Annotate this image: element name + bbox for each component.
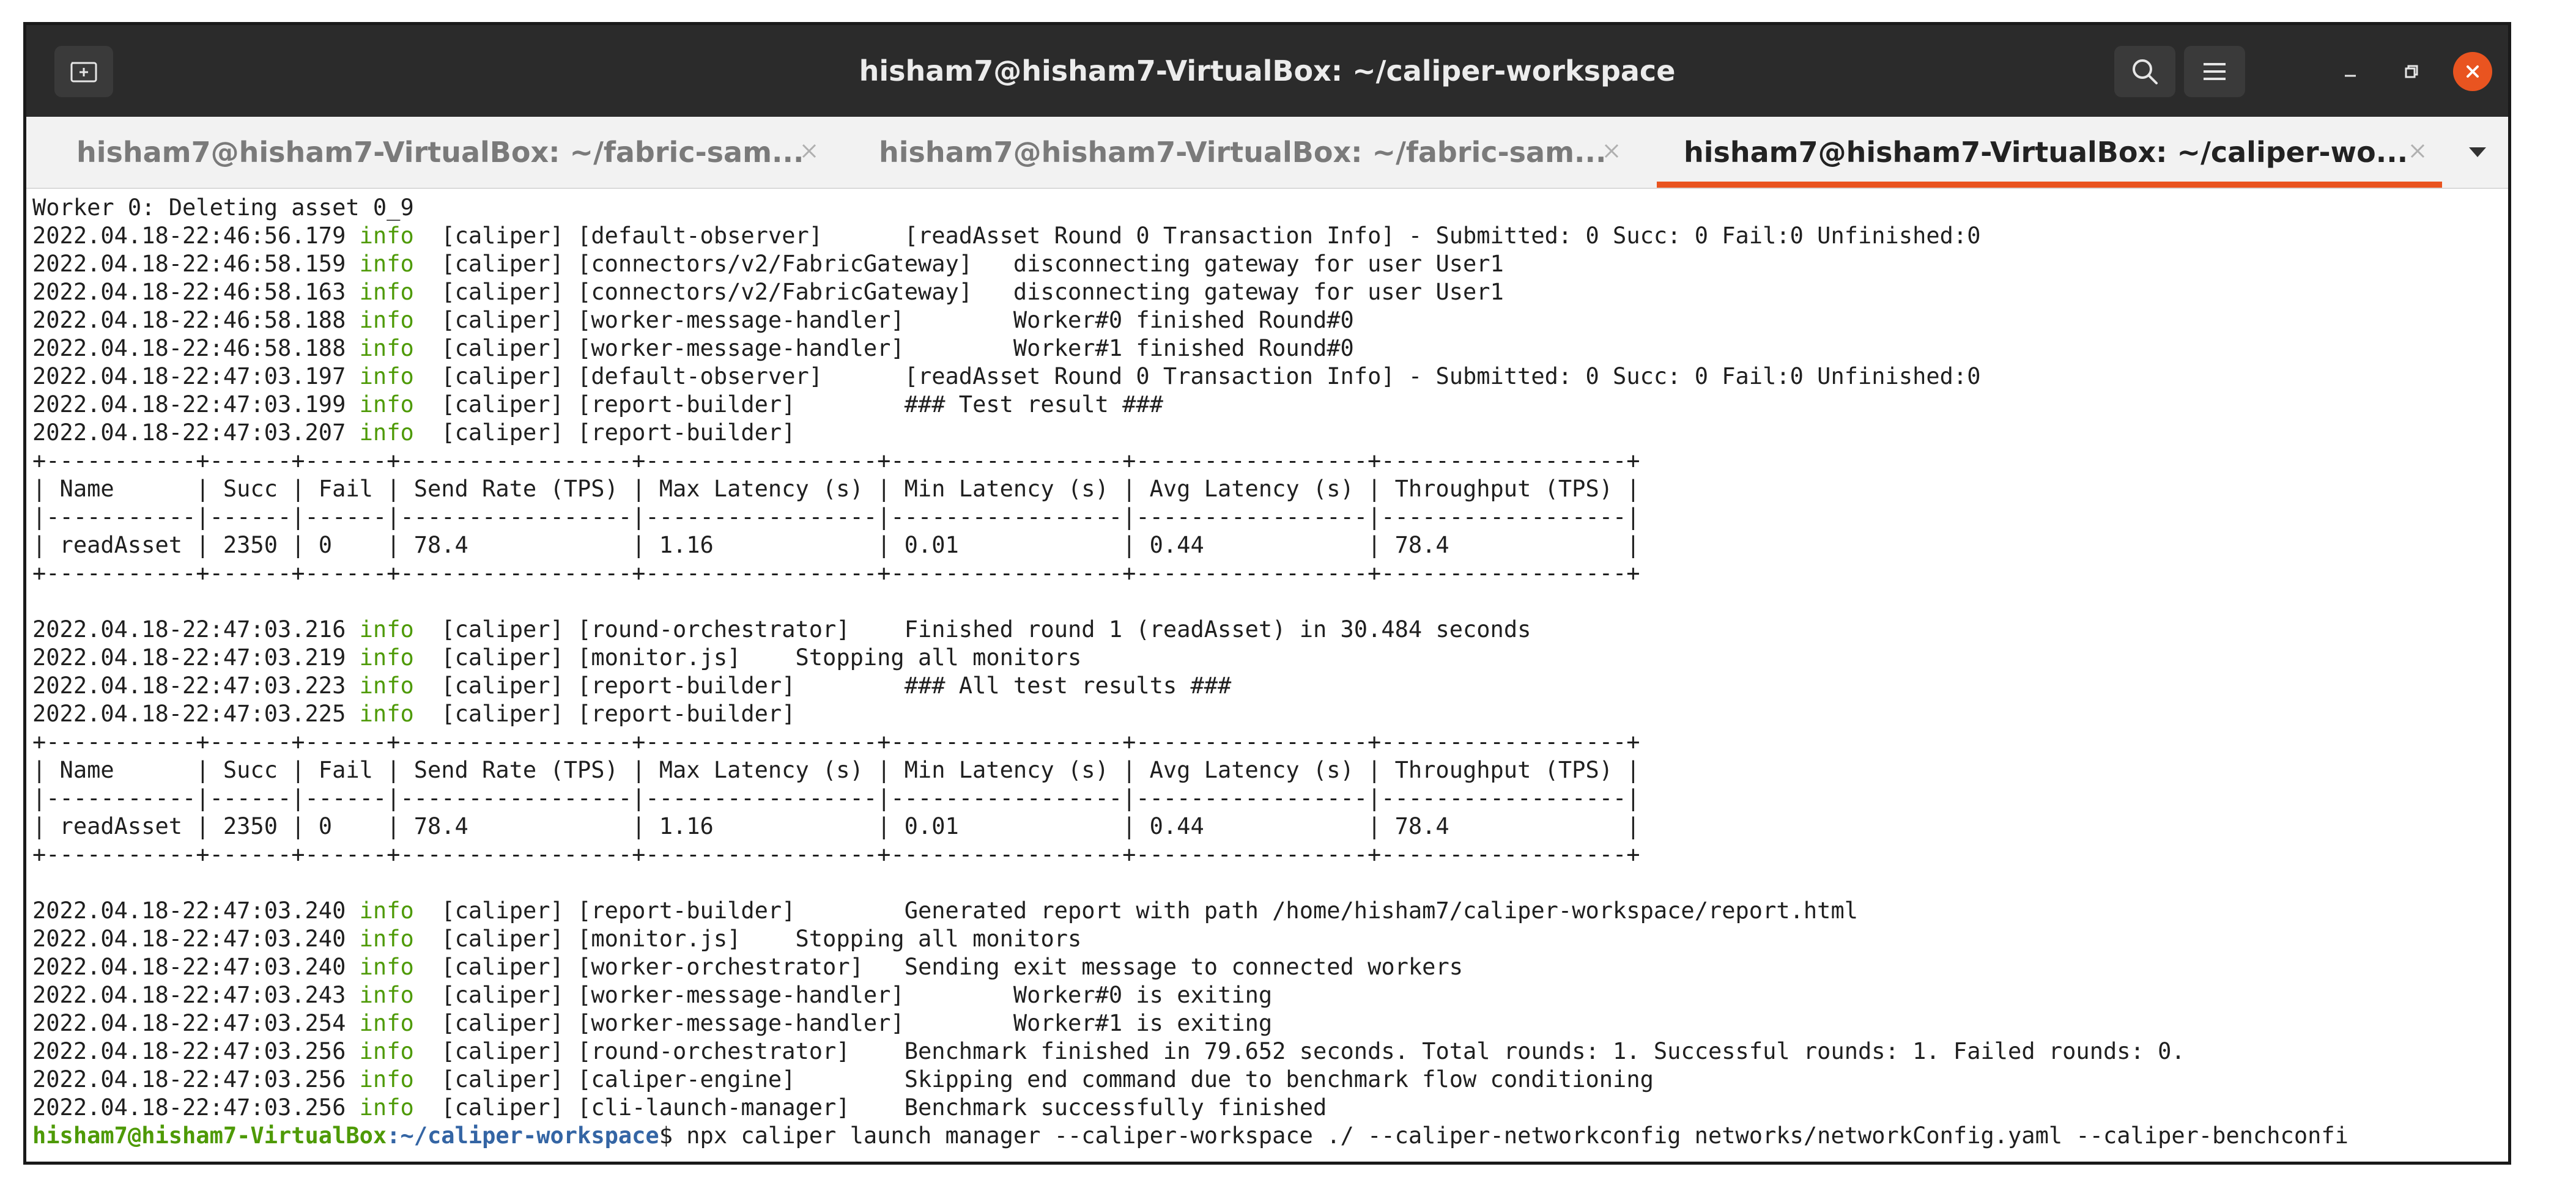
log-line xyxy=(32,616,1531,644)
log-level: info xyxy=(359,223,414,249)
log-message: [caliper] [report-builder] ### Test result ### xyxy=(441,391,1163,418)
log-timestamp: 2022.04.18-22:47:03.240 xyxy=(32,926,346,952)
log-timestamp: 2022.04.18-22:47:03.219 xyxy=(32,644,346,671)
terminal-line: Worker 0: Deleting asset 0_9 xyxy=(32,194,414,221)
log-line xyxy=(32,391,1163,419)
log-message: [caliper] [monitor.js] Stopping all monitors xyxy=(441,926,1082,952)
log-message: [caliper] [connectors/v2/FabricGateway] disconnecting gateway for user User1 xyxy=(441,251,1504,277)
log-timestamp: 2022.04.18-22:47:03.199 xyxy=(32,391,346,418)
table-border: +-----------+------+------+-----------------+-----------------+-----------------+-----------------+------------------+ xyxy=(32,560,1640,586)
log-level: info xyxy=(359,616,414,643)
log-message: [caliper] [worker-message-handler] Worker#1 finished Round#0 xyxy=(441,335,1354,361)
log-timestamp: 2022.04.18-22:47:03.223 xyxy=(32,673,346,699)
log-message: [caliper] [report-builder] xyxy=(441,419,796,446)
log-timestamp: 2022.04.18-22:46:58.188 xyxy=(32,335,346,361)
log-level: info xyxy=(359,363,414,389)
log-message: [caliper] [worker-orchestrator] Sending exit message to connected workers xyxy=(441,954,1464,980)
menu-button[interactable] xyxy=(2184,46,2245,97)
log-line xyxy=(32,897,1858,925)
log-line xyxy=(32,419,796,447)
table-header: | Name | Succ | Fail | Send Rate (TPS) | Max Latency (s) | Min Latency (s) | Avg Latency (s) | Throughput (TPS) | xyxy=(32,476,1640,502)
log-line xyxy=(32,250,1504,278)
log-message: [caliper] [round-orchestrator] Finished round 1 (readAsset) in 30.484 seconds xyxy=(441,616,1531,643)
restore-icon xyxy=(2402,62,2421,81)
prompt-user-host: hisham7@hisham7-VirtualBox xyxy=(32,1122,387,1149)
table-row: | readAsset | 2350 | 0 | 78.4 | 1.16 | 0.01 | 0.44 | 78.4 | xyxy=(32,532,1640,558)
log-level: info xyxy=(359,1038,414,1064)
log-level: info xyxy=(359,335,414,361)
log-level: info xyxy=(359,1094,414,1121)
active-tab-indicator xyxy=(1657,182,2442,188)
log-level: info xyxy=(359,307,414,333)
close-button[interactable] xyxy=(2453,52,2492,91)
log-timestamp: 2022.04.18-22:47:03.243 xyxy=(32,982,346,1008)
log-timestamp: 2022.04.18-22:46:58.159 xyxy=(32,251,346,277)
search-icon xyxy=(2130,57,2160,86)
prompt-path: :~/caliper-workspace xyxy=(387,1122,659,1149)
log-timestamp: 2022.04.18-22:47:03.240 xyxy=(32,954,346,980)
title-bar xyxy=(26,25,2508,117)
log-timestamp: 2022.04.18-22:46:58.188 xyxy=(32,307,346,333)
log-message: [caliper] [worker-message-handler] Worker#0 is exiting xyxy=(441,982,1273,1008)
log-line xyxy=(32,306,1354,334)
log-line xyxy=(32,953,1463,981)
log-message: [caliper] [connectors/v2/FabricGateway] disconnecting gateway for user User1 xyxy=(441,279,1504,305)
command-prompt[interactable] xyxy=(32,1122,2348,1150)
log-line xyxy=(32,278,1504,306)
tab-close-icon[interactable] xyxy=(2404,138,2431,164)
log-level: info xyxy=(359,644,414,671)
maximize-button[interactable] xyxy=(2392,52,2431,91)
log-line xyxy=(32,1009,1272,1037)
log-line xyxy=(32,672,1231,700)
log-timestamp: 2022.04.18-22:47:03.197 xyxy=(32,363,346,389)
log-level: info xyxy=(359,701,414,727)
tab-label: hisham7@hisham7-VirtualBox: ~/fabric-sam... xyxy=(879,136,1607,169)
tab-close-icon[interactable] xyxy=(1598,138,1625,164)
log-timestamp: 2022.04.18-22:47:03.256 xyxy=(32,1066,346,1093)
log-timestamp: 2022.04.18-22:46:58.163 xyxy=(32,279,346,305)
tab-label: hisham7@hisham7-VirtualBox: ~/caliper-wo... xyxy=(1684,136,2408,169)
log-timestamp: 2022.04.18-22:46:56.179 xyxy=(32,223,346,249)
log-level: info xyxy=(359,391,414,418)
log-message: [caliper] [monitor.js] Stopping all monitors xyxy=(441,644,1082,671)
log-message: [caliper] [report-builder] ### All test results ### xyxy=(441,673,1232,699)
log-level: info xyxy=(359,279,414,305)
log-timestamp: 2022.04.18-22:47:03.256 xyxy=(32,1094,346,1121)
log-line xyxy=(32,1094,1327,1122)
terminal-window xyxy=(23,22,2511,1165)
table-separator: |-----------|------|------|-----------------|-----------------|-----------------|-----------------|------------------| xyxy=(32,504,1640,530)
log-message: [caliper] [default-observer] [readAsset Round 0 Transaction Info] - Submitted: 0 Succ: 0 Fail:0 Unfinished:0 xyxy=(441,223,1981,249)
hamburger-menu-icon xyxy=(2202,61,2227,83)
tab-fabric-samples-2[interactable] xyxy=(879,117,1637,188)
log-line xyxy=(32,363,1981,391)
table-border: +-----------+------+------+-----------------+-----------------+-----------------+-----------------+------------------+ xyxy=(32,729,1640,755)
log-line xyxy=(32,644,1081,672)
window-title: hisham7@hisham7-VirtualBox: ~/caliper-workspace xyxy=(859,54,1676,87)
log-level: info xyxy=(359,954,414,980)
log-message: [caliper] [worker-message-handler] Worker#0 finished Round#0 xyxy=(441,307,1354,333)
tab-label: hisham7@hisham7-VirtualBox: ~/fabric-sam... xyxy=(76,136,804,169)
log-level: info xyxy=(359,926,414,952)
tab-list-button[interactable] xyxy=(2448,117,2507,188)
log-timestamp: 2022.04.18-22:47:03.225 xyxy=(32,701,346,727)
log-level: info xyxy=(359,897,414,924)
terminal-output[interactable] xyxy=(32,194,2508,1162)
log-line xyxy=(32,222,1981,250)
log-line xyxy=(32,925,1081,953)
table-border: +-----------+------+------+-----------------+-----------------+-----------------+-----------------+------------------+ xyxy=(32,841,1640,868)
log-level: info xyxy=(359,1010,414,1036)
prompt-command: $ npx caliper launch manager --caliper-workspace ./ --caliper-networkconfig networks/networkConfig.yaml --caliper-benchconfi xyxy=(659,1122,2348,1149)
log-level: info xyxy=(359,673,414,699)
log-timestamp: 2022.04.18-22:47:03.256 xyxy=(32,1038,346,1064)
log-timestamp: 2022.04.18-22:47:03.254 xyxy=(32,1010,346,1036)
log-level: info xyxy=(359,1066,414,1093)
tab-close-icon[interactable] xyxy=(796,138,823,164)
log-line xyxy=(32,1037,2185,1066)
log-line xyxy=(32,1066,1654,1094)
log-line xyxy=(32,334,1354,363)
log-message: [caliper] [default-observer] [readAsset Round 0 Transaction Info] - Submitted: 0 Succ: 0 Fail:0 Unfinished:0 xyxy=(441,363,1981,389)
close-icon xyxy=(2463,62,2482,81)
log-timestamp: 2022.04.18-22:47:03.216 xyxy=(32,616,346,643)
table-border: +-----------+------+------+-----------------+-----------------+-----------------+-----------------+------------------+ xyxy=(32,448,1640,474)
table-separator: |-----------|------|------|-----------------|-----------------|-----------------|-----------------|------------------| xyxy=(32,785,1640,811)
log-message: [caliper] [round-orchestrator] Benchmark finished in 79.652 seconds. Total rounds: 1. Successful rounds: 1. Failed rounds: 0. xyxy=(441,1038,2185,1064)
search-button[interactable] xyxy=(2114,46,2175,97)
table-header: | Name | Succ | Fail | Send Rate (TPS) | Max Latency (s) | Min Latency (s) | Avg Latency (s) | Throughput (TPS) | xyxy=(32,757,1640,783)
log-level: info xyxy=(359,251,414,277)
log-line xyxy=(32,981,1272,1009)
log-level: info xyxy=(359,982,414,1008)
log-level: info xyxy=(359,419,414,446)
log-timestamp: 2022.04.18-22:47:03.240 xyxy=(32,897,346,924)
log-timestamp: 2022.04.18-22:47:03.207 xyxy=(32,419,346,446)
log-line xyxy=(32,700,796,728)
log-message: [caliper] [cli-launch-manager] Benchmark successfully finished xyxy=(441,1094,1327,1121)
tab-fabric-samples-1[interactable] xyxy=(76,117,835,188)
minimize-button[interactable] xyxy=(2331,52,2370,91)
minimize-icon xyxy=(2341,62,2359,81)
log-message: [caliper] [report-builder] Generated report with path /home/hisham7/caliper-workspace/report.html xyxy=(441,897,1859,924)
log-message: [caliper] [worker-message-handler] Worker#1 is exiting xyxy=(441,1010,1273,1036)
log-message: [caliper] [report-builder] xyxy=(441,701,796,727)
table-row: | readAsset | 2350 | 0 | 78.4 | 1.16 | 0.01 | 0.44 | 78.4 | xyxy=(32,813,1640,839)
chevron-down-icon xyxy=(2467,145,2489,160)
tab-caliper-workspace[interactable] xyxy=(1684,117,2442,188)
log-message: [caliper] [caliper-engine] Skipping end command due to benchmark flow conditioning xyxy=(441,1066,1654,1093)
tab-bar xyxy=(26,117,2508,189)
